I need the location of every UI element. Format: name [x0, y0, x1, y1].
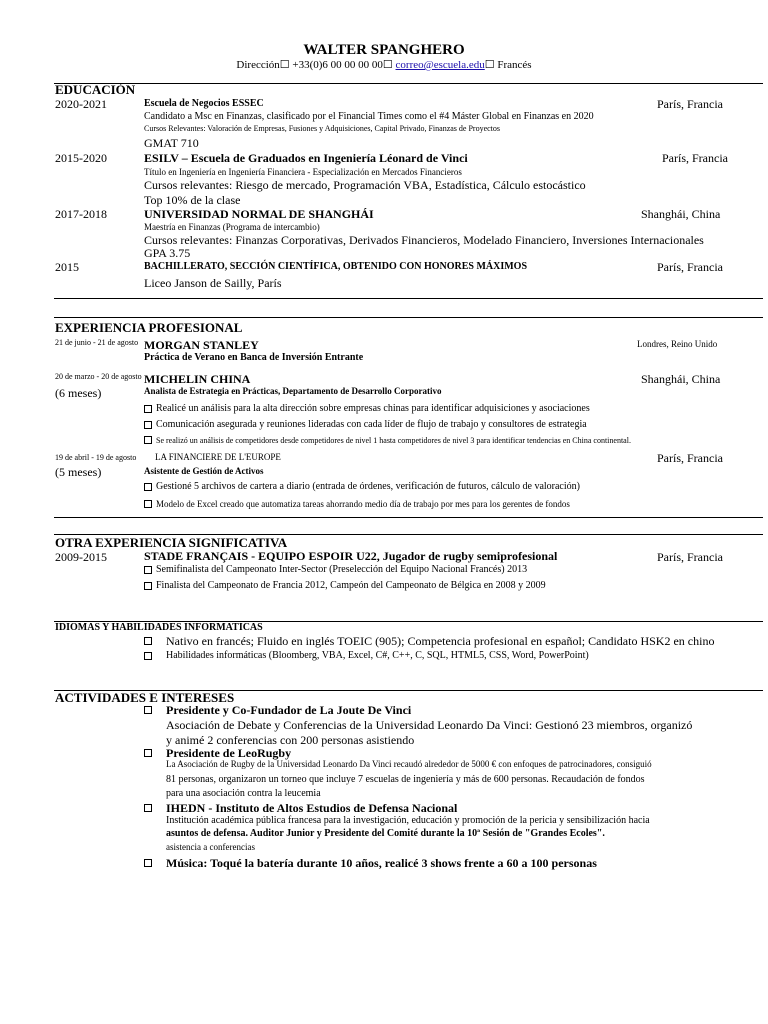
edu-detail: Título en Ingeniería en Ingeniería Financiera - Especialización en Mercados Financieros [144, 167, 462, 177]
activity-detail: asuntos de defensa. Auditor Junior y Presidente del Comité durante la 10ª Sesión de "Grandes Ecoles". [166, 828, 605, 839]
edu-courses: Cursos Relevantes: Valoración de Empresas, Fusiones y Adquisiciones, Capital Privado, Finanzas de Proyectos [144, 124, 501, 133]
activity-title: Presidente y Co-Fundador de La Joute De Vinci [166, 703, 412, 717]
activity-title: Música: Toqué la batería durante 10 años, realicé 3 shows frente a 60 a 100 personas [166, 856, 597, 870]
activity-detail: y animé 2 conferencias con 200 personas asistiendo [166, 733, 415, 747]
edu-score: Top 10% de la clase [144, 193, 241, 207]
activity-detail: Asociación de Debate y Conferencias de la Universidad Leonardo Da Vinci: Gestionó 23 miembros, organizó [166, 718, 693, 732]
contact-prefix: Dirección☐ +33(0)6 00 00 00 00☐ [236, 59, 396, 71]
exp-org: MORGAN STANLEY [144, 338, 259, 352]
other-location: París, Francia [657, 550, 723, 564]
bullet-icon [144, 405, 152, 413]
bullet-icon [144, 637, 152, 645]
contact-line [0, 58, 768, 71]
bullet-icon [144, 859, 152, 867]
exp-bullet: Modelo de Excel creado que automatiza tareas ahorrando medio día de trabajo por mes para los gerentes de fondos [156, 499, 570, 509]
edu-location: Shanghái, China [641, 207, 721, 221]
edu-score: GPA 3.75 [144, 246, 191, 260]
other-bullet: Finalista del Campeonato de Francia 2012, Campeón del Campeonato de Bélgica en 2008 y 2009 [156, 580, 546, 591]
section-title-experience: EXPERIENCIA PROFESIONAL [55, 320, 243, 335]
other-date: 2009-2015 [55, 550, 107, 564]
email-link[interactable]: correo@escuela.edu [395, 59, 485, 71]
bullet-icon [144, 421, 152, 429]
edu-score: GMAT 710 [144, 136, 199, 150]
activity-detail: Institución académica pública francesa para la investigación, educación y promoción de la pericia y sensibilización hacia [166, 815, 650, 826]
exp-role: Asistente de Gestión de Activos [144, 466, 264, 476]
section-title-activities: ACTIVIDADES E INTERESES [55, 690, 235, 705]
divider [54, 317, 763, 318]
exp-location: Shanghái, China [641, 372, 721, 386]
candidate-name: WALTER SPANGHERO [303, 42, 465, 58]
activity-title: Presidente de LeoRugby [166, 746, 292, 760]
edu-detail: Candidato a Msc en Finanzas, clasificado por el Financial Times como el #4 Máster Global en Finanzas en 2020 [144, 111, 594, 122]
edu-location: París, Francia [657, 97, 723, 111]
exp-date: 20 de marzo - 20 de agosto [55, 372, 142, 381]
exp-org: LA FINANCIERE DE L'EUROPE [155, 452, 281, 462]
activity-detail: La Asociación de Rugby de la Universidad Leonardo Da Vinci recaudó alrededor de 5000 € con enfoques de patrocinadores, consiguió [166, 759, 652, 769]
exp-date: 19 de abril - 19 de agosto [55, 453, 137, 462]
contact-suffix: ☐ Francés [484, 59, 532, 71]
bullet-icon [144, 706, 152, 714]
edu-date: 2017-2018 [55, 207, 107, 221]
bullet-icon [144, 652, 152, 660]
section-title-skills: IDIOMAS Y HABILIDADES INFORMATICAS [55, 622, 263, 633]
divider [54, 83, 763, 84]
exp-duration: (5 meses) [55, 465, 102, 479]
edu-detail: Liceo Janson de Sailly, París [144, 276, 282, 290]
other-bullet: Semifinalista del Campeonato Inter-Sector (Preselección del Equipo Nacional Francés) 2013 [156, 564, 528, 575]
edu-date: 2015-2020 [55, 151, 107, 165]
bullet-icon [144, 566, 152, 574]
activity-detail: 81 personas, organizaron un torneo que incluye 7 escuelas de ingeniería y más de 600 personas. Recaudación de fondos [166, 774, 645, 785]
edu-date: 2020-2021 [55, 97, 107, 111]
exp-bullet: Comunicación asegurada y reuniones lideradas con cada líder de flujo de trabajo y consultores de estrategia [156, 419, 587, 430]
section-title-other-experience: OTRA EXPERIENCIA SIGNIFICATIVA [55, 535, 288, 550]
edu-detail: Maestría en Finanzas (Programa de intercambio) [144, 222, 320, 232]
exp-role: Práctica de Verano en Banca de Inversión Entrante [144, 352, 364, 363]
activity-detail: asistencia a conferencias [166, 842, 255, 852]
exp-role: Analista de Estrategia en Prácticas, Departamento de Desarrollo Corporativo [144, 386, 442, 396]
activity-detail: para una asociación contra la leucemia [166, 788, 321, 799]
exp-bullet: Se realizó un análisis de competidores desde competidores de nivel 1 hasta competidores de nivel 3 para identificar tendencias en China continental. [156, 436, 631, 445]
edu-courses: Cursos relevantes: Finanzas Corporativas, Derivados Financieros, Modelado Financiero, Inversiones Internacionales [144, 233, 704, 247]
divider [54, 298, 763, 299]
bullet-icon [144, 804, 152, 812]
exp-location: Londres, Reino Unido [637, 339, 718, 349]
exp-duration: (6 meses) [55, 386, 102, 400]
bullet-icon [144, 436, 152, 444]
skills-languages: Nativo en francés; Fluido en inglés TOEIC (905); Competencia profesional en español; Candidato HSK2 en chino [166, 634, 715, 648]
bullet-icon [144, 483, 152, 491]
edu-location: París, Francia [662, 151, 728, 165]
edu-location: París, Francia [657, 260, 723, 274]
bullet-icon [144, 749, 152, 757]
skills-software: Habilidades informáticas (Bloomberg, VBA, Excel, C#, C++, C, SQL, HTML5, CSS, Word, PowerPoint) [166, 650, 589, 661]
edu-org: ESILV – Escuela de Graduados en Ingeniería Léonard de Vinci [144, 151, 468, 165]
edu-org: BACHILLERATO, SECCIÓN CIENTÍFICA, OBTENIDO CON HONORES MÁXIMOS [144, 261, 528, 272]
activity-title: IHEDN - Instituto de Altos Estudios de Defensa Nacional [166, 801, 458, 815]
exp-bullet: Gestioné 5 archivos de cartera a diario (entrada de órdenes, verificación de futuros, cálculo de valoración) [156, 481, 580, 492]
exp-date: 21 de junio - 21 de agosto [55, 338, 139, 347]
bullet-icon [144, 500, 152, 508]
edu-courses: Cursos relevantes: Riesgo de mercado, Programación VBA, Estadística, Cálculo estocástico [144, 178, 586, 192]
bullet-icon [144, 582, 152, 590]
section-title-education: EDUCACIÓN [55, 82, 136, 97]
other-org: STADE FRANÇAIS - EQUIPO ESPOIR U22, Jugador de rugby semiprofesional [144, 549, 558, 563]
edu-date: 2015 [55, 260, 79, 274]
edu-org: UNIVERSIDAD NORMAL DE SHANGHÁI [144, 207, 374, 221]
exp-location: París, Francia [657, 451, 723, 465]
edu-org: Escuela de Negocios ESSEC [144, 98, 264, 109]
exp-org: MICHELIN CHINA [144, 372, 251, 386]
divider [54, 517, 763, 518]
exp-bullet: Realicé un análisis para la alta dirección sobre empresas chinas para identificar adquisiciones y asociaciones [156, 403, 590, 414]
